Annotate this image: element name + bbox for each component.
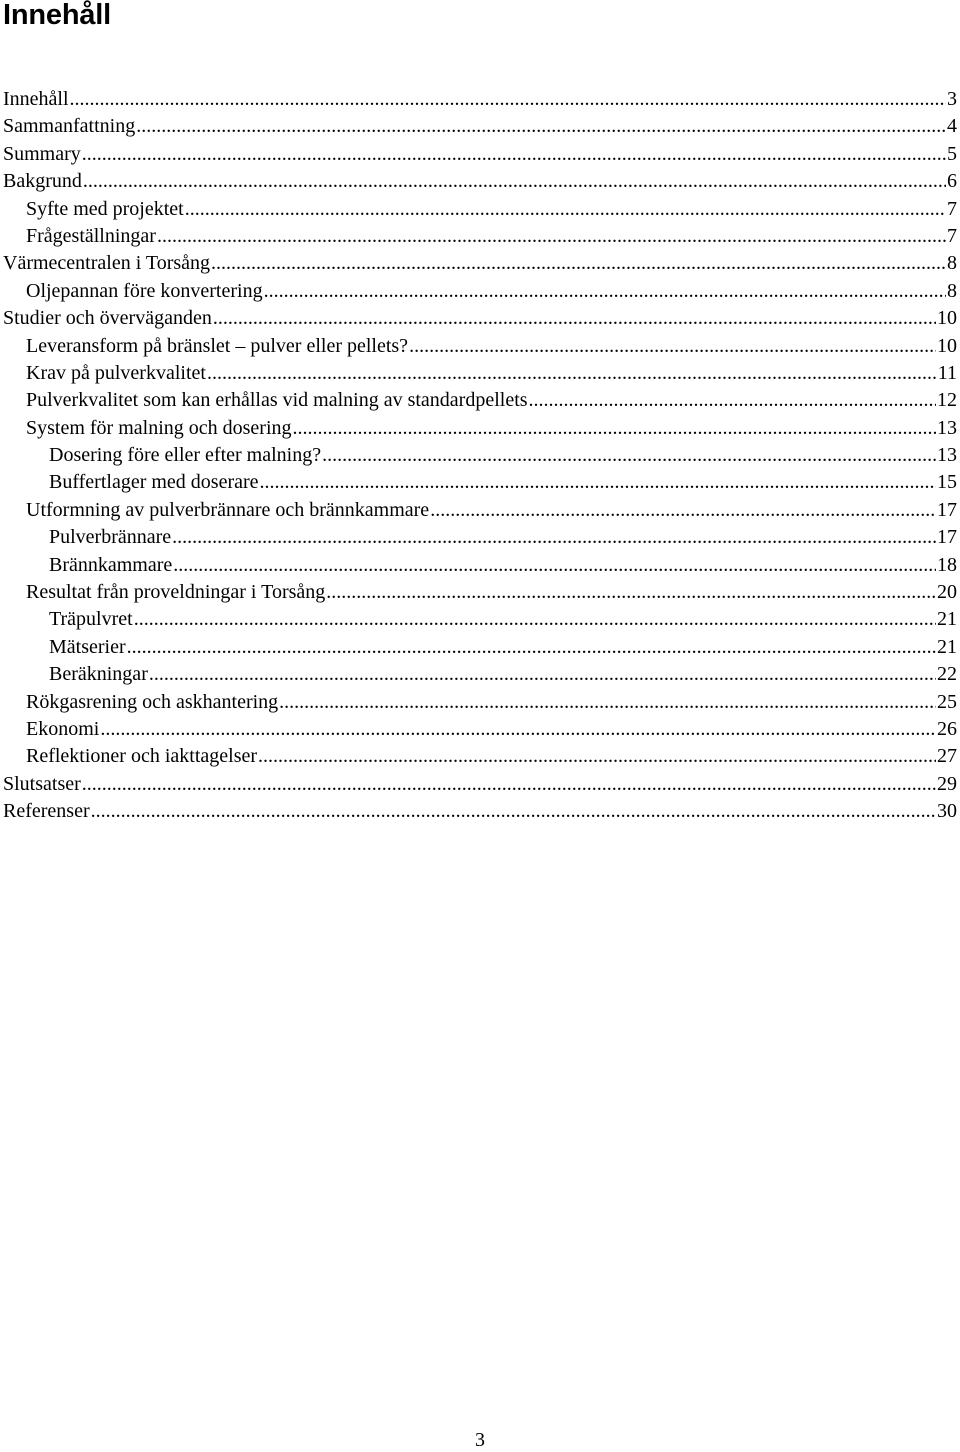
toc-entry-page: 12 (937, 389, 957, 412)
toc-entry-page: 4 (947, 115, 957, 138)
toc-entry-page: 6 (947, 170, 957, 193)
toc-entry-page: 11 (937, 361, 957, 384)
toc-entry[interactable] (0, 798, 960, 825)
toc-leader-dots (83, 168, 946, 195)
toc-entry[interactable] (0, 333, 960, 360)
toc-entry-label: Reflektioner och iakttagelser (26, 745, 258, 768)
toc-entry[interactable] (0, 387, 960, 414)
toc-leader-dots (430, 497, 936, 524)
toc-leader-dots (207, 360, 937, 387)
toc-entry-page: 18 (937, 553, 957, 576)
page-title: Innehåll (3, 0, 111, 31)
toc-entry[interactable] (0, 606, 960, 633)
toc-leader-dots (293, 415, 936, 442)
toc-leader-dots (172, 524, 936, 551)
toc-entry[interactable] (0, 634, 960, 661)
toc-leader-dots (136, 113, 946, 140)
toc-entry-label: Träpulvret (49, 608, 133, 631)
toc-entry-label: Bakgrund (3, 170, 82, 193)
toc-entry[interactable] (0, 196, 960, 223)
toc-entry[interactable] (0, 497, 960, 524)
toc-entry-label: System för malning och dosering (26, 416, 292, 439)
toc-leader-dots (264, 278, 946, 305)
toc-entry-page: 10 (937, 307, 957, 330)
toc-leader-dots (529, 387, 936, 414)
toc-entry-label: Pulverbrännare (49, 526, 172, 549)
toc-leader-dots (409, 333, 936, 360)
toc-entry-page: 27 (937, 745, 957, 768)
toc-entry[interactable] (0, 278, 960, 305)
toc-entry[interactable] (0, 250, 960, 277)
toc-leader-dots (213, 305, 936, 332)
toc-entry-label: Ekonomi (26, 717, 100, 740)
toc-entry-page: 30 (937, 800, 957, 823)
toc-entry-label: Innehåll (3, 88, 69, 110)
toc-entry-page: 22 (937, 663, 957, 686)
toc-entry[interactable] (0, 469, 960, 496)
toc-entry-label: Studier och överväganden (3, 307, 212, 330)
toc-leader-dots (258, 743, 936, 770)
toc-entry-label: Rökgasrening och askhantering (26, 690, 279, 713)
toc-entry-page: 13 (937, 416, 957, 439)
toc-entry[interactable] (0, 360, 960, 387)
toc-entry-page: 7 (947, 224, 957, 247)
toc-entry-label: Frågeställningar (26, 224, 156, 247)
toc-entry-label: Värmecentralen i Torsång (3, 252, 211, 275)
toc-entry-label: Summary (3, 142, 81, 165)
table-of-contents (0, 86, 960, 826)
toc-entry[interactable] (0, 689, 960, 716)
toc-leader-dots (149, 661, 936, 688)
toc-entry-label: Mätserier (49, 635, 126, 658)
toc-entry-label: Beräkningar (49, 663, 148, 686)
toc-leader-dots (91, 798, 936, 825)
toc-entry-label: Leveransform på bränslet – pulver eller pellets? (26, 334, 409, 357)
toc-entry-page: 29 (937, 772, 957, 795)
toc-entry[interactable] (0, 552, 960, 579)
toc-entry-label: Krav på pulverkvalitet (26, 361, 206, 384)
toc-entry-label: Dosering före eller efter malning? (49, 444, 322, 467)
toc-entry-label: Referenser (3, 800, 90, 823)
toc-entry[interactable] (0, 579, 960, 606)
toc-entry[interactable] (0, 442, 960, 469)
toc-entry-page: 17 (937, 526, 957, 549)
toc-leader-dots (157, 223, 946, 250)
toc-entry-label: Buffertlager med doserare (49, 471, 259, 494)
toc-entry-page: 26 (937, 717, 957, 740)
toc-leader-dots (173, 552, 936, 579)
toc-entry[interactable] (0, 524, 960, 551)
toc-entry-page: 3 (947, 88, 957, 110)
toc-entry-page: 25 (937, 690, 957, 713)
toc-entry-page: 21 (937, 635, 957, 658)
toc-leader-dots (134, 606, 936, 633)
toc-entry[interactable] (0, 86, 960, 113)
toc-entry-page: 10 (937, 334, 957, 357)
toc-entry-page: 13 (937, 444, 957, 467)
toc-entry[interactable] (0, 661, 960, 688)
toc-entry-page: 5 (947, 142, 957, 165)
toc-leader-dots (326, 579, 936, 606)
page-number: 3 (475, 1429, 485, 1451)
toc-entry-label: Pulverkvalitet som kan erhållas vid malning av standardpellets (26, 389, 528, 412)
toc-entry-page: 8 (947, 252, 957, 275)
toc-entry[interactable] (0, 168, 960, 195)
toc-leader-dots (82, 141, 946, 168)
toc-leader-dots (70, 86, 946, 113)
toc-entry-label: Oljepannan före konvertering (26, 279, 263, 302)
toc-entry-label: Resultat från proveldningar i Torsång (26, 581, 326, 604)
toc-entry-label: Brännkammare (49, 553, 173, 576)
toc-leader-dots (127, 634, 936, 661)
toc-entry-page: 17 (937, 498, 957, 521)
toc-entry-page: 20 (937, 581, 957, 604)
toc-entry[interactable] (0, 716, 960, 743)
toc-entry-label: Utformning av pulverbrännare och brännkammare (26, 498, 430, 521)
toc-entry[interactable] (0, 415, 960, 442)
toc-entry-page: 7 (947, 197, 957, 220)
toc-leader-dots (260, 469, 936, 496)
toc-entry-page: 21 (937, 608, 957, 631)
toc-entry-label: Sammanfattning (3, 115, 136, 138)
toc-leader-dots (211, 250, 946, 277)
toc-entry-page: 8 (947, 279, 957, 302)
toc-entry-page: 15 (937, 471, 957, 494)
toc-entry[interactable] (0, 223, 960, 250)
toc-leader-dots (322, 442, 936, 469)
toc-entry-label: Slutsatser (3, 772, 81, 795)
toc-leader-dots (185, 196, 946, 223)
toc-entry[interactable] (0, 141, 960, 168)
toc-leader-dots (82, 771, 936, 798)
toc-entry[interactable] (0, 743, 960, 770)
toc-leader-dots (100, 716, 936, 743)
toc-entry[interactable] (0, 113, 960, 140)
toc-entry[interactable] (0, 305, 960, 332)
toc-entry-label: Syfte med projektet (26, 197, 184, 220)
toc-leader-dots (279, 689, 936, 716)
toc-entry[interactable] (0, 771, 960, 798)
